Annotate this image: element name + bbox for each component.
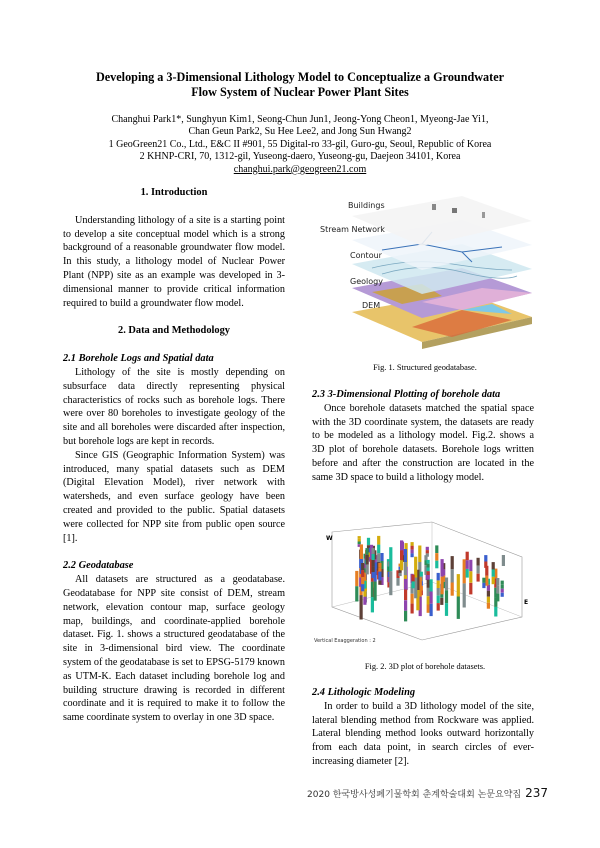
subsection-heading-2-3: 2.3 3-Dimensional Plotting of borehole data: [312, 389, 501, 400]
paragraph-2-2: All datasets are structured as a geodatabase. Geodatabase for NPP site consist of DEM, stream network, elevation contour map, surface geology map, buildings, and coordinate-applied borehole dataset. Fig. 1. shows a structured geodatabase of the site in 3-dimensional bird view. The coordinate system of the geodatabase is set to EPSG-5179 known as UTM-K. Each dataset including borehole log and building structure drawing is recorded in different coordinate and it is required to make it to follow the same coordinate system to overlay in one 3D space.: [63, 574, 285, 724]
borehole-segment: [445, 603, 448, 616]
borehole-segment: [411, 553, 414, 557]
paragraph-2-3: Once borehole datasets matched the spatial space with the 3D coordinate system, the datasets are ready to be modeled as a lithology model. Fig.2. shows a 3D plot of borehole datasets. Borehole logs written before and after the construction are located in the same 3D space to build a lithology model.: [312, 402, 534, 483]
borehole-segment: [389, 547, 392, 571]
right-column-lower: [312, 686, 534, 769]
borehole-segment: [361, 584, 364, 591]
borehole-segment: [437, 603, 440, 611]
borehole-segment: [355, 586, 358, 601]
borehole-segment: [492, 569, 495, 576]
borehole-segment: [427, 564, 430, 568]
borehole-segment: [411, 542, 414, 546]
borehole-segment: [435, 553, 438, 561]
borehole-segment: [400, 540, 403, 550]
borehole-segment: [485, 566, 488, 576]
borehole-segment: [404, 611, 407, 622]
figure-1-caption: Fig. 1. Structured geodatabase.: [373, 363, 477, 372]
borehole-segment: [360, 595, 363, 619]
fig1-label-dem: DEM: [362, 301, 381, 310]
borehole-segment: [441, 559, 444, 577]
borehole-segment: [426, 547, 429, 550]
intro-paragraph: Understanding lithology of a site is a starting point to develop a site conceptual model which is a strong background of a reasonable groundwater flow model. In this study, a lithology model of Nuclear Power Plant (NPP) site as an example was developed in 3-dimensional manner to provide critical information required to build a groundwater flow model.: [63, 214, 285, 309]
borehole-segment: [437, 596, 440, 604]
borehole-segment: [501, 581, 504, 585]
figure-1-geodatabase: [312, 192, 538, 350]
borehole-segment: [477, 574, 480, 582]
borehole-segment: [427, 575, 430, 579]
title-line-2: Flow System of Nuclear Power Plant Sites: [191, 85, 409, 99]
borehole-segment: [378, 580, 381, 584]
borehole-segment: [445, 578, 448, 591]
borehole-segment: [400, 550, 403, 560]
borehole-segment: [437, 581, 440, 589]
borehole-segment: [502, 561, 505, 567]
borehole-segment: [492, 562, 495, 569]
borehole-segment: [484, 555, 487, 561]
conference-name: 2020 한국방사성폐기물학회 춘계학술대회 논문요약집: [307, 790, 522, 800]
borehole-segment: [469, 560, 472, 572]
borehole-segment: [360, 544, 363, 559]
borehole-segment: [411, 550, 414, 554]
borehole-segment: [365, 548, 368, 555]
author-email[interactable]: changhui.park@geogreen21.com: [233, 163, 367, 175]
borehole-segment: [427, 571, 430, 575]
borehole-segment: [414, 557, 417, 578]
borehole-segment: [372, 548, 375, 554]
borehole-segment: [378, 572, 381, 576]
fig1-label-contour: Contour: [350, 251, 382, 260]
borehole-segment: [420, 572, 423, 577]
borehole-segment: [358, 542, 361, 545]
figure-2-caption: Fig. 2. 3D plot of borehole datasets.: [364, 662, 486, 671]
left-column: [63, 186, 285, 725]
borehole-segment: [363, 597, 366, 605]
borehole-segment: [404, 549, 407, 562]
borehole-segment: [445, 590, 448, 603]
borehole-segment: [437, 588, 440, 596]
borehole-segment: [372, 554, 375, 560]
borehole-segment: [412, 575, 415, 582]
borehole-segment: [361, 570, 364, 577]
borehole-segment: [358, 536, 361, 539]
borehole-segment: [427, 568, 430, 572]
borehole-segment: [477, 558, 480, 566]
borehole-segment: [427, 596, 430, 604]
borehole-segment: [441, 577, 444, 595]
borehole-segment: [418, 546, 421, 563]
borehole-segment: [411, 546, 414, 550]
borehole-segment: [427, 605, 430, 613]
borehole-segment: [361, 577, 364, 584]
borehole-segment: [487, 597, 490, 603]
borehole-segment: [435, 561, 438, 569]
borehole-segment: [457, 597, 460, 619]
paragraph-2-1-b: Since GIS (Geographic Information System) was introduced, many spatial datasets such as DEM (Digital Elevation Model), river network with watersheds, and even surface geology have been created and provided to the public. Spatial datasets were collected for NPP site from public open source [1].: [63, 449, 285, 544]
borehole-segment: [412, 581, 415, 588]
section-heading-data-methodology: 2. Data and Methodology: [118, 325, 230, 337]
borehole-segment: [355, 571, 358, 586]
fig1-label-buildings: Buildings: [348, 201, 385, 210]
borehole-segment: [482, 578, 485, 583]
borehole-segment: [451, 569, 454, 582]
affiliation-2: 2 KHNP-CRI, 70, 1312-gil, Yuseong-daero, Yuseong-gu, Daejeon 34101, Korea: [139, 151, 461, 163]
borehole-segment: [399, 573, 402, 576]
borehole-segment: [430, 579, 433, 591]
borehole-segment: [451, 556, 454, 569]
borehole-segment: [487, 591, 490, 597]
borehole-segment: [430, 604, 433, 616]
subsection-heading-2-1: 2.1 Borehole Logs and Spatial data: [63, 353, 214, 365]
borehole-segment: [378, 576, 381, 580]
borehole-segment: [427, 560, 430, 564]
borehole-segment: [502, 555, 505, 561]
borehole-segment: [482, 583, 485, 588]
borehole-segment: [427, 580, 430, 588]
borehole-segment: [435, 545, 438, 553]
borehole-segment: [501, 589, 504, 593]
borehole-segment: [463, 559, 466, 583]
subsection-heading-2-2: 2.2 Geodatabase: [63, 560, 134, 572]
borehole-segment: [372, 572, 375, 578]
borehole-segment: [496, 594, 499, 602]
borehole-segment: [457, 574, 460, 596]
borehole-segment: [466, 569, 469, 578]
borehole-segment: [494, 607, 497, 617]
svg-text:W: W: [326, 535, 333, 542]
borehole-segment: [463, 583, 466, 607]
borehole-segment: [367, 538, 370, 545]
borehole-segment: [404, 600, 407, 611]
borehole-segment: [411, 594, 414, 604]
borehole-segment: [374, 582, 377, 601]
borehole-segment: [426, 553, 429, 556]
borehole-segment: [496, 586, 499, 594]
borehole-segment: [451, 583, 454, 596]
affiliation-1: 1 GeoGreen21 Co., Ltd., E&C II #901, 55 Digital-ro 33-gil, Guro-gu, Seoul, Republic of Korea: [108, 138, 492, 150]
borehole-segment: [411, 604, 414, 614]
right-column-upper: [312, 388, 534, 485]
borehole-segment: [492, 577, 495, 584]
borehole-segment: [477, 566, 480, 574]
borehole-segment: [396, 578, 399, 586]
borehole-segment: [377, 553, 380, 562]
borehole-segment: [378, 563, 381, 567]
subsection-heading-2-4: 2.4 Lithologic Modeling: [312, 687, 416, 698]
borehole-segment: [501, 585, 504, 589]
borehole-segment: [430, 592, 433, 604]
borehole-segment: [437, 573, 440, 581]
borehole-segment: [426, 550, 429, 553]
paper-title: [60, 70, 540, 100]
borehole-segment: [469, 583, 472, 595]
fig2-exaggeration-note: Vertical Exaggeration : 2: [314, 638, 376, 644]
borehole-segment: [361, 563, 364, 570]
borehole-segment: [366, 565, 369, 575]
borehole-segment: [466, 552, 469, 561]
borehole-segment: [427, 588, 430, 596]
author-block: [60, 114, 540, 176]
borehole-segment: [377, 545, 380, 554]
borehole-segment: [378, 567, 381, 571]
borehole-segment: [469, 571, 472, 583]
borehole-segment: [440, 598, 443, 605]
title-line-1: Developing a 3-Dimensional Lithology Model to Conceptualize a Groundwater: [95, 70, 505, 84]
fig1-label-geology: Geology: [350, 277, 383, 286]
paragraph-2-1-a: Lithology of the site is mostly depending on subsurface data directly representing physical characteristics of rocks such as borehole logs. There were over 80 boreholes to investigate geology of the site and all boreholes were discarded after inspection, but borehole logs are kept in records.: [63, 366, 285, 447]
borehole-segment: [372, 560, 375, 566]
fig1-label-stream-network: Stream Network: [320, 225, 385, 234]
borehole-segment: [485, 576, 488, 586]
borehole-segment: [380, 553, 383, 561]
page-footer: [307, 786, 548, 800]
borehole-segment: [487, 603, 490, 609]
author-line-2: Chan Geun Park2, Su Hee Lee2, and Jong Sun Hwang2: [188, 126, 412, 138]
author-line-1: Changhui Park1*, Sunghyun Kim1, Seong-Chun Jun1, Jeong-Yong Cheon1, Myeong-Jae Yi1,: [111, 114, 489, 125]
borehole-segment: [400, 560, 403, 570]
section-heading-introduction: 1. Introduction: [140, 187, 208, 198]
page-number: 237: [525, 786, 548, 800]
borehole-segment: [466, 560, 469, 569]
borehole-segment: [366, 555, 369, 565]
paragraph-2-4: In order to build a 3D lithology model of the site, lateral blending method from Rockware was applied. Lateral blending method looks outward horizontally from each data point, in search circles of ever-increasing diameter [2].: [312, 700, 534, 767]
borehole-segment: [377, 536, 380, 545]
borehole-segment: [496, 578, 499, 586]
borehole-segment: [372, 566, 375, 572]
svg-text:E: E: [524, 599, 529, 606]
borehole-segment: [389, 571, 392, 595]
borehole-segment: [404, 590, 407, 601]
borehole-segment: [358, 539, 361, 542]
borehole-segment: [404, 579, 407, 590]
borehole-segment: [501, 593, 504, 597]
borehole-segment: [404, 562, 407, 575]
figure-2-borehole-plot: [312, 512, 538, 648]
